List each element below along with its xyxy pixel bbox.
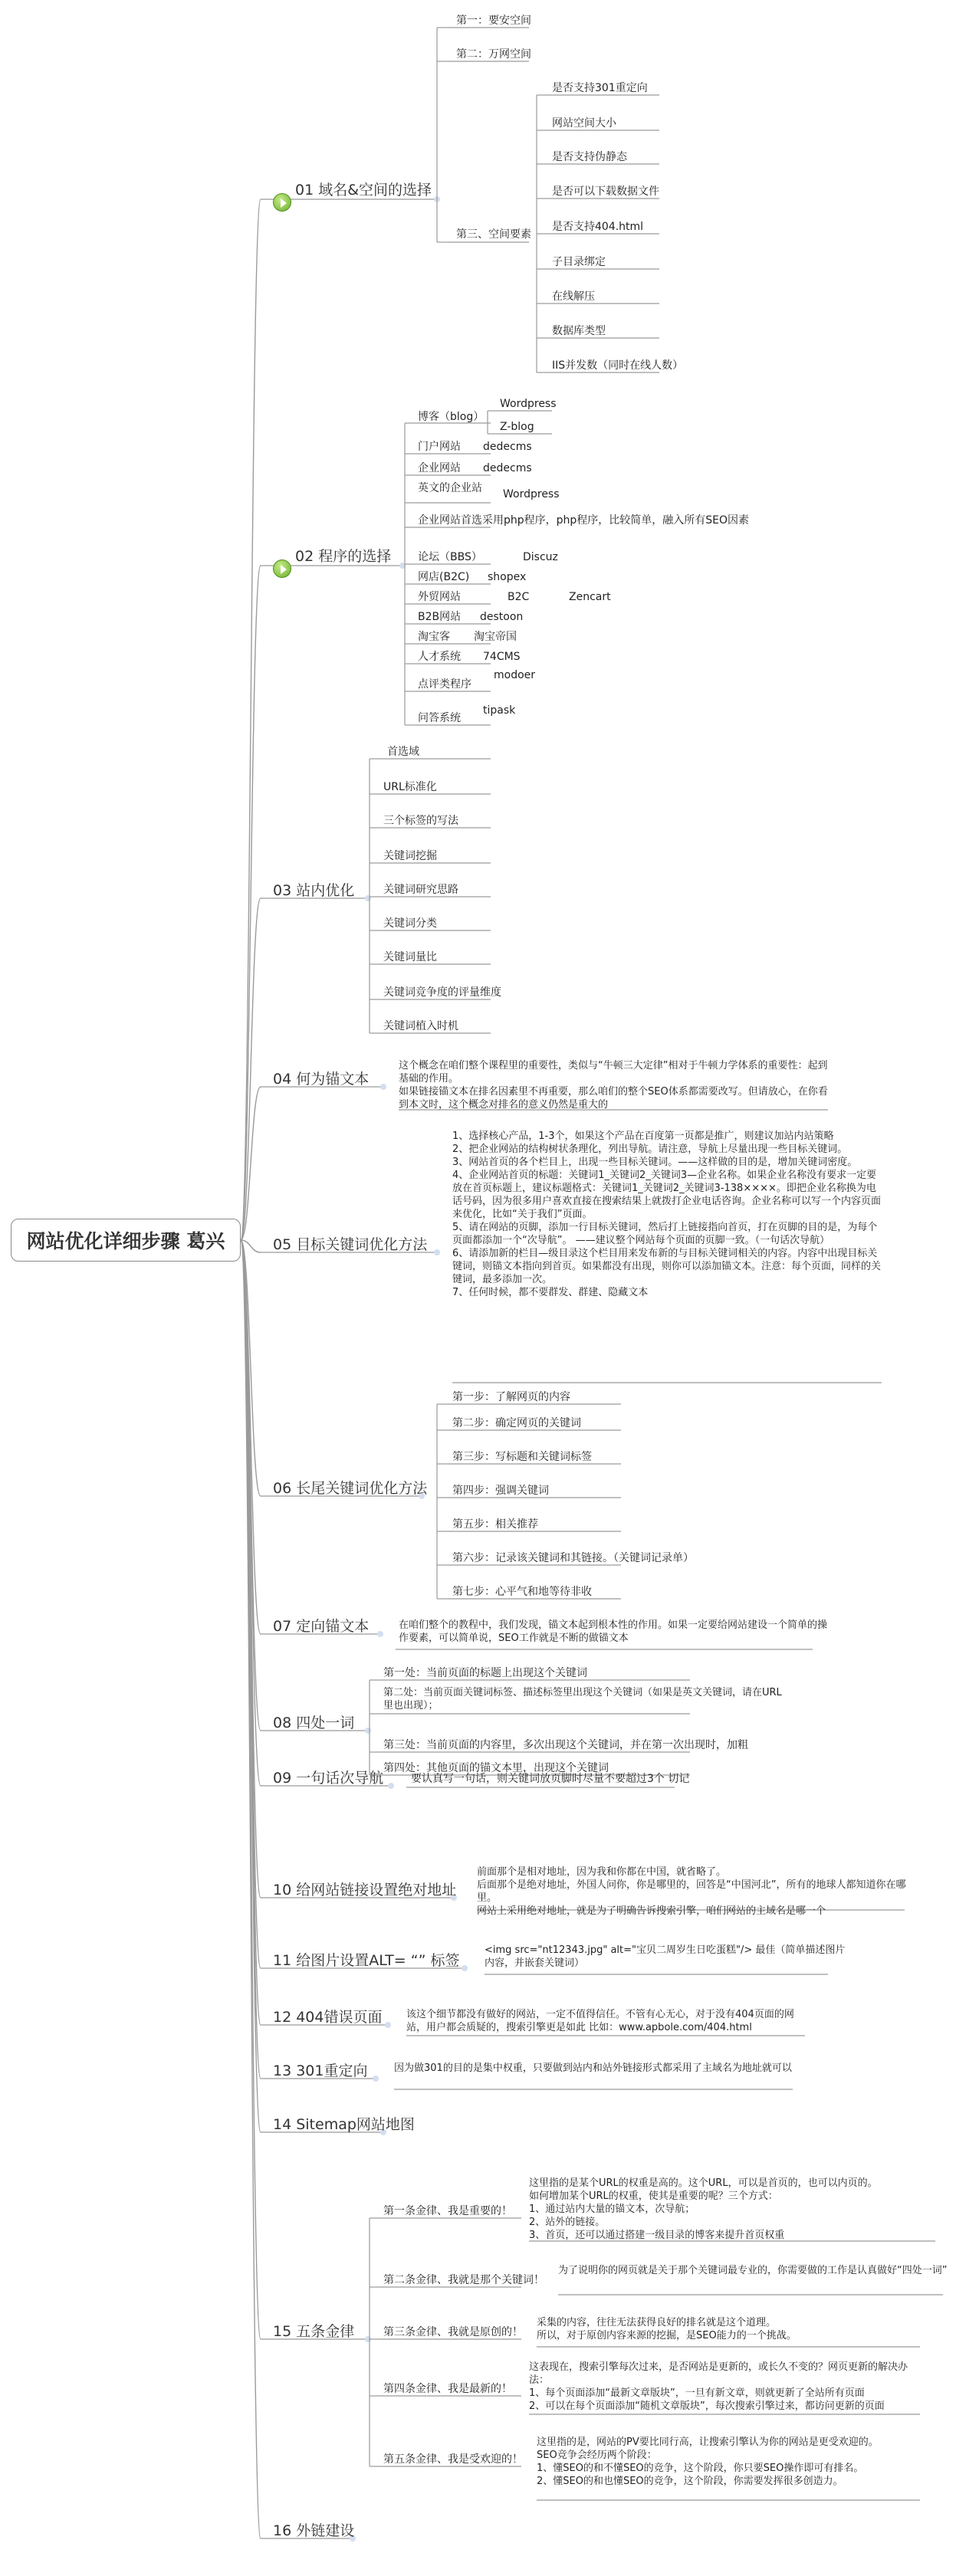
t2-value: Wordpress (503, 488, 560, 500)
t3-item: 关键词竞争度的评量维度 (383, 986, 501, 999)
t2-value: 74CMS (483, 651, 521, 663)
t2-value: tipask (483, 704, 516, 717)
t9-text: 要认真写一句话，则关键词放页脚时尽量不要超过3个 切记 (411, 1773, 690, 1785)
t2-blog-child: Wordpress (500, 398, 557, 410)
connector-line (241, 1240, 261, 2339)
t2-item: B2B网站 (418, 611, 462, 623)
t6-item: 第七步：心平气和地等待非收 (452, 1586, 592, 1598)
t3-item: 首选域 (387, 746, 419, 758)
t1-factor: 数据库类型 (552, 325, 606, 337)
t2-value: Zencart (569, 591, 611, 603)
t2-item: 英文的企业站 (418, 482, 482, 494)
topic-09[interactable]: 09 一句话次导航 (273, 1770, 384, 1787)
t6-item: 第二步：确定网页的关键词 (452, 1417, 581, 1429)
t3-item: 关键词植入时机 (383, 1020, 458, 1032)
t2-item: 问答系统 (418, 712, 461, 724)
t6-item: 第四步：强调关键词 (452, 1485, 549, 1497)
t2-item: 门户网站 (418, 441, 461, 453)
connector-line (241, 898, 261, 1240)
t2-value: modoer (494, 669, 536, 681)
t1-factor: 在线解压 (552, 290, 595, 303)
t6-item: 第五步：相关推荐 (452, 1518, 538, 1531)
t13-text: 因为做301的目的是集中权重，只要做到站内和站外链接形式都采用了主域名为地址就可以 (394, 2062, 792, 2074)
t15-rule-text: 这表现在，搜索引擎每次过来，是否网站是更新的，或长久不变的？网页更新的解决办法： 1、每个页面添加“最新文章版块”，一旦有新文章，则就更新了全站所有页面 2、可以在每个页面添加“随机文章版块”，每次搜索引擎过来，都访问更新的页面 (529, 2361, 908, 2412)
t2-value: dedecms (483, 462, 532, 474)
t6-item: 第六步：记录该关键词和其链接。（关键词记录单） (452, 1552, 694, 1564)
t3-item: 关键词挖掘 (383, 850, 437, 862)
topic-13[interactable]: 13 301重定向 (273, 2062, 368, 2079)
t1-factor: 是否支持301重定向 (552, 82, 648, 94)
t2-value: shopex (488, 571, 527, 583)
topic-01[interactable]: 01 域名&空间的选择 (295, 182, 432, 199)
topic-16[interactable]: 16 外链建设 (273, 2522, 355, 2539)
t2-item: 人才系统 (418, 651, 461, 663)
t1-factor: 是否可以下载数据文件 (552, 185, 659, 198)
t1-factor: IIS并发数（同时在线人数） (552, 359, 684, 372)
t6-item: 第三步：写标题和关键词标签 (452, 1451, 592, 1463)
play-icon[interactable] (273, 193, 291, 212)
connector-dot (365, 1728, 371, 1734)
topic-12[interactable]: 12 404错误页面 (273, 2009, 383, 2026)
t2-value: 淘宝帝国 (474, 631, 517, 643)
t2-item: 论坛（BBS） (418, 551, 482, 563)
topic-02[interactable]: 02 程序的选择 (295, 548, 392, 565)
t15-rule: 第三条金律、我就是原创的！ (383, 2326, 523, 2338)
connector-dot (388, 1783, 394, 1789)
t1-factor: 是否支持伪静态 (552, 151, 627, 163)
t2-value: dedecms (483, 441, 532, 453)
t3-item: 三个标签的写法 (383, 815, 458, 827)
connector-dot (434, 1249, 440, 1255)
root-node[interactable]: 网站优化详细步骤 葛兴 (11, 1219, 241, 1262)
t1-factor: 是否支持404.html (552, 221, 644, 233)
t15-rule-text: 这里指的是，网站的PV要比同行高，让搜索引擎认为你的网站是更受欢迎的。 SEO竞争会经历两个阶段： 1、懂SEO的和不懂SEO的竞争，这个阶段，你只要SEO操作即可有排名。 2、懂SEO的和也懂SEO的竞争，这个阶段，你需要发挥很多创造力。 (537, 2437, 879, 2487)
t15-rule: 第四条金律、我是最新的！ (383, 2383, 512, 2395)
topic-03[interactable]: 03 站内优化 (273, 882, 355, 899)
t8-item: 第一处：当前页面的标题上出现这个关键词 (383, 1667, 587, 1679)
t15-rule-text: 采集的内容，往往无法获得良好的排名就是这个道理。 所以，对于原创内容来源的挖掘，是SEO能力的一个挑战。 (537, 2317, 797, 2341)
topic-06[interactable]: 06 长尾关键词优化方法 (273, 1480, 428, 1497)
t2-item: 外贸网站 (418, 591, 461, 603)
topic-08[interactable]: 08 四处一词 (273, 1715, 355, 1731)
t7-text: 在咱们整个的教程中，我们发现，锚文本起到根本性的作用。如果一定要给网站建设一个简单的操作要素，可以简单说，SEO工作就是不断的做锚文本 (399, 1619, 828, 1644)
t15-rule: 第一条金律、我是重要的！ (383, 2205, 512, 2217)
t2-value: Discuz (523, 551, 558, 563)
t2-blog-child: Z-blog (500, 421, 534, 433)
t12-text: 该这个细节都没有做好的网站，一定不值得信任。不管有心无心，对于没有404页面的网站，用户都会质疑的，搜索引擎更是如此 比如：www.apbole.com/404.html (406, 2009, 794, 2033)
t4-text: 这个概念在咱们整个课程里的重要性，类似与“牛顿三大定律”相对于牛顿力学体系的重要性：起到基础的作用。 如果链接锚文本在排名因素里不再重要，那么咱们的整个SEO体系都需要改写。但请放心，在你看到本文时，这个概念对排名的意义仍然是重大的 (399, 1060, 828, 1111)
t2-item: 企业网站首选采用php程序，php程序，比较简单，融入所有SEO因素 (418, 514, 750, 527)
topic-10[interactable]: 10 给网站链接设置绝对地址 (273, 1882, 457, 1898)
play-icon[interactable] (273, 560, 291, 578)
t1-item: 第一：要安空间 (456, 15, 531, 27)
t2-blog: 博客（blog） (418, 411, 485, 423)
topic-04[interactable]: 04 何为锚文本 (273, 1071, 370, 1088)
t2-item: 淘宝客 (418, 631, 450, 643)
t1-factor: 子目录绑定 (552, 256, 606, 268)
t3-item: 关键词研究思路 (383, 884, 458, 896)
t8-item: 第二处：当前页面关键词标签、描述标签里出现这个关键词（如果是英文关键词，请在URL里也出现）； (383, 1687, 782, 1711)
t15-rule-text: 为了说明你的网页就是关于那个关键词最专业的，你需要做的工作是认真做好“四处一词” (558, 2265, 948, 2276)
t15-rule: 第五条金律、我是受欢迎的！ (383, 2453, 523, 2466)
t15-rule: 第二条金律、我就是那个关键词！ (383, 2274, 544, 2286)
t2-value: destoon (480, 611, 524, 623)
topic-05[interactable]: 05 目标关键词优化方法 (273, 1236, 428, 1253)
t2-item: 网店(B2C) (418, 571, 470, 583)
t11-text: <img src="nt12343.jpg" alt="宝贝二周岁生日吃蛋糕"/> 最佳（简单描述图片内容，并嵌套关键词） (485, 1944, 846, 1969)
t2-value: B2C (508, 591, 530, 603)
topic-11[interactable]: 11 给图片设置ALT= “” 标签 (273, 1952, 460, 1969)
t2-item: 点评类程序 (418, 678, 471, 691)
t8-item: 第四处：其他页面的锚文本里，出现这个关键词 (383, 1762, 609, 1774)
connector-dot (385, 2022, 391, 2028)
topic-15[interactable]: 15 五条金律 (273, 2323, 355, 2340)
t8-item: 第三处：当前页面的内容里，多次出现这个关键词，并在第一次出现时，加粗 (383, 1739, 748, 1751)
t10-text: 前面那个是相对地址，因为我和你都在中国，就省略了。 后面那个是绝对地址，外国人问你，你是哪里的，回答是“中国河北”，所有的地球人都知道你在哪里。 网站上采用绝对地址，就是为了明确告诉搜索引擎，咱们网站的主域名是哪一个 (477, 1866, 906, 1917)
connector-dot (373, 2076, 379, 2082)
t3-item: 关键词量比 (383, 951, 437, 963)
t15-rule-text: 这里指的是某个URL的权重是高的。这个URL，可以是首页的，也可以内页的。 如何增加某个URL的权重，使其是重要的呢？三个方式： 1、通过站内大量的锚文本，次导航； 2、站外的链接。 3、首页，还可以通过搭建一级目录的博客来提升首页权重 (529, 2177, 878, 2241)
t1-item: 第二：万网空间 (456, 48, 531, 61)
t6-item: 第一步：了解网页的内容 (452, 1391, 570, 1403)
topic-14[interactable]: 14 Sitemap网站地图 (273, 2116, 415, 2133)
t3-item: URL标准化 (383, 781, 437, 793)
topic-07[interactable]: 07 定向锚文本 (273, 1618, 370, 1635)
connector-dot (365, 895, 371, 901)
t3-item: 关键词分类 (383, 917, 437, 930)
connector-dot (377, 1631, 383, 1637)
t1-item: 第三、空间要素 (456, 228, 531, 241)
t5-text: 1、选择核心产品，1-3个，如果这个产品在百度第一页都是推广，则建议加站内站策略 2、把企业网站的结构树状条理化，列出导航。请注意，导航上尽量出现一些目标关键词。 3、网站首页的各个栏目上，出现一些目标关键词。——这样做的目的是，增加关键词密度。 4、企业网站首页的标题：关键词1_关键词2_关键词3—企业名称。如果企业名称没有要求一定要放在首页标题上，建议标题格式：关键词1_关键词2_关键词3-138××××。即把企业名称换为电话号码，因为很多用户喜欢直接在搜索结果上就拨打企业电话咨询。企业名称可以写一个内容页面来优化，比如“关于我们”页面。 5、请在网站的页脚，添加一行目标关键词，然后打上链接指向首页，打在页脚的目的是，为每个页面都添加一个“次导航”。 ——建议整个网站每个页面的页脚一致。（一句话次导航） 6、请添加新的栏目—级目录这个栏目用来发布新的与目标关键词相关的内容。内容中出现目标关键词，则锚文本指向到首页。如果都没有出现，则你可以添加锚文本。注意：每个页面，同样的关键词，最多添加一次。 7、任何时候，都不要群发、群建、隐藏文本 (452, 1130, 882, 1298)
t1-factor: 网站空间大小 (552, 117, 616, 130)
connector-dot (462, 1965, 468, 1971)
t2-item: 企业网站 (418, 462, 461, 474)
connector-dot (380, 1084, 386, 1090)
